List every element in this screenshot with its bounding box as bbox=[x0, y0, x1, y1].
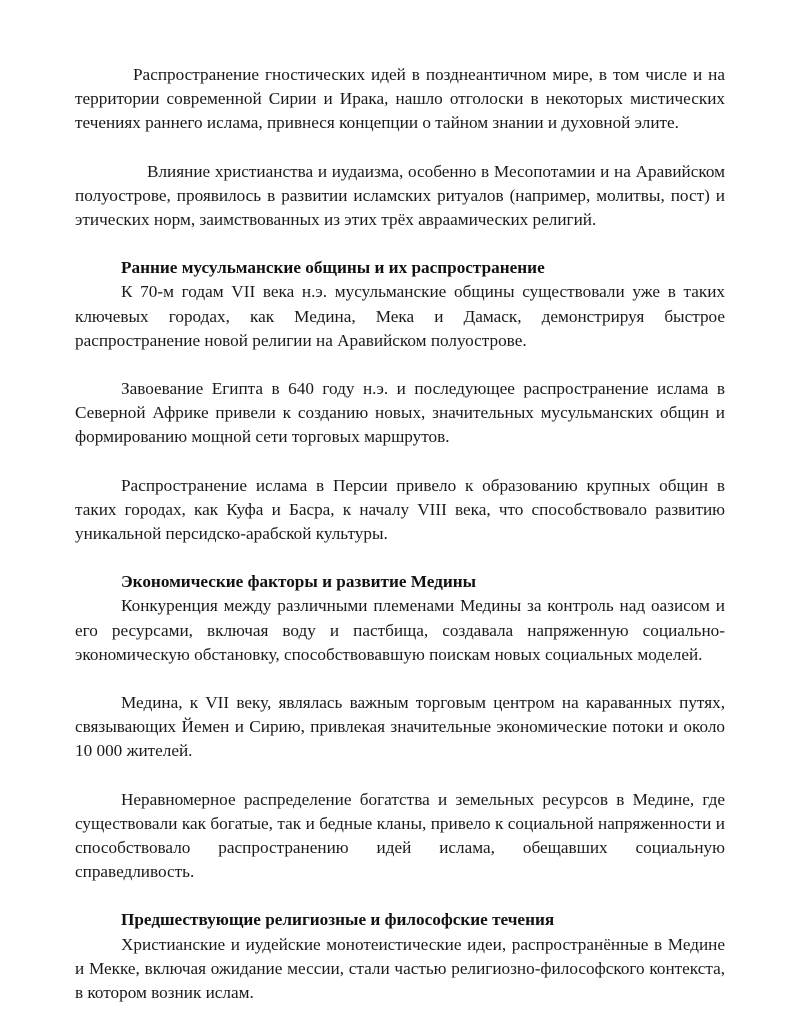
section-heading-religious-currents: Предшествующие религиозные и философские течения bbox=[121, 910, 555, 930]
paragraph-tribal-competition: Конкуренция между различными племенами Медины за контроль над оазисом и его ресурсами, включая воду и пастбища, создавала напряженную социально-экономическую обстановку, способствовавшую поискам новых социальных моделей. bbox=[75, 596, 725, 664]
section-heading-economic-factors: Экономические факторы и развитие Медины bbox=[121, 572, 477, 592]
section-heading-early-communities: Ранние мусульманские общины и их распространение bbox=[121, 258, 545, 278]
paragraph-70s-communities: К 70-м годам VII века н.э. мусульманские общины существовали уже в таких ключевых городах, как Медина, Мека и Дамаск, демонстрируя быстрое распространение новой религии на Аравийском полуострове. bbox=[75, 282, 725, 350]
paragraph-medina-trade: Медина, к VII веку, являлась важным торговым центром на караванных путях, связывающих Йемен и Сирию, привлекая значительные экономические потоки и около 10 000 жителей. bbox=[75, 693, 725, 761]
paragraph-persia: Распространение ислама в Персии привело к образованию крупных общин в таких городах, как Куфа и Басра, к началу VIII века, что способствовало развитию уникальной персидско-арабской культуры. bbox=[75, 475, 725, 544]
paragraph-egypt-conquest: Завоевание Египта в 640 году н.э. и последующее распространение ислама в Северной Африке привели к созданию новых, значительных мусульманских общин и формированию мощной сети торговых маршрутов. bbox=[75, 379, 725, 447]
paragraph-wealth-inequality: Неравномерное распределение богатства и земельных ресурсов в Медине, где существовали как богатые, так и бедные кланы, привело к социальной напряженности и способствовало распространению идей ислама, обещавших социальную справедливость. bbox=[75, 789, 725, 882]
paragraph-monotheistic-ideas: Христианские и иудейские монотеистические идеи, распространённые в Медине и Мекке, включая ожидание мессии, стали частью религиозно-философского контекста, в котором возник ислам. bbox=[75, 934, 725, 1003]
paragraph-gnosticism: Распространение гностических идей в позднеантичном мире, в том числе и на территории современной Сирии и Ирака, нашло отголоски в некоторых мистических течениях раннего ислама, привнеся концепции о тайном знании и духовной элите. bbox=[75, 65, 725, 133]
paragraph-christianity-judaism: Влияние христианства и иудаизма, особенно в Месопотамии и на Аравийском полуострове, проявилось в развитии исламских ритуалов (например, молитвы, пост) и этических норм, заимствованных из этих трёх авраамических религий. bbox=[75, 161, 725, 230]
